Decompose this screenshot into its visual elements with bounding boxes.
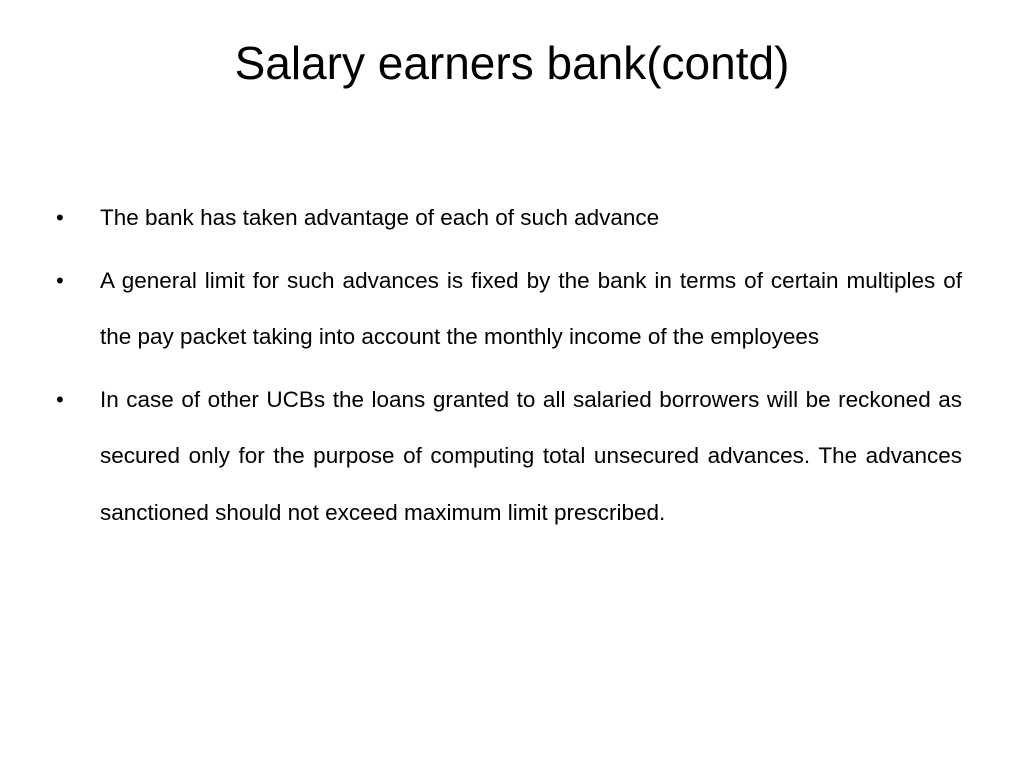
bullet-text: The bank has taken advantage of each of such advance xyxy=(100,205,660,230)
slide-title: Salary earners bank(contd) xyxy=(234,37,790,89)
bullet-item xyxy=(56,190,962,247)
bullet-item xyxy=(56,372,962,542)
bullet-list xyxy=(56,190,962,547)
bullet-text: In case of other UCBs the loans granted to all salaried borrowers will be reckoned as secured only for the purpose of computing total unsecured advances. The advances sanctioned should not exceed maximum limit prescribed. xyxy=(100,386,962,525)
bullet-icon: • xyxy=(56,205,64,230)
bullet-item xyxy=(56,253,962,366)
bullet-icon: • xyxy=(56,386,64,412)
bullet-icon: • xyxy=(56,267,64,293)
bullet-text: A general limit for such advances is fixed by the bank in terms of certain multiples of the pay packet taking into account the monthly income of the employees xyxy=(100,267,962,349)
